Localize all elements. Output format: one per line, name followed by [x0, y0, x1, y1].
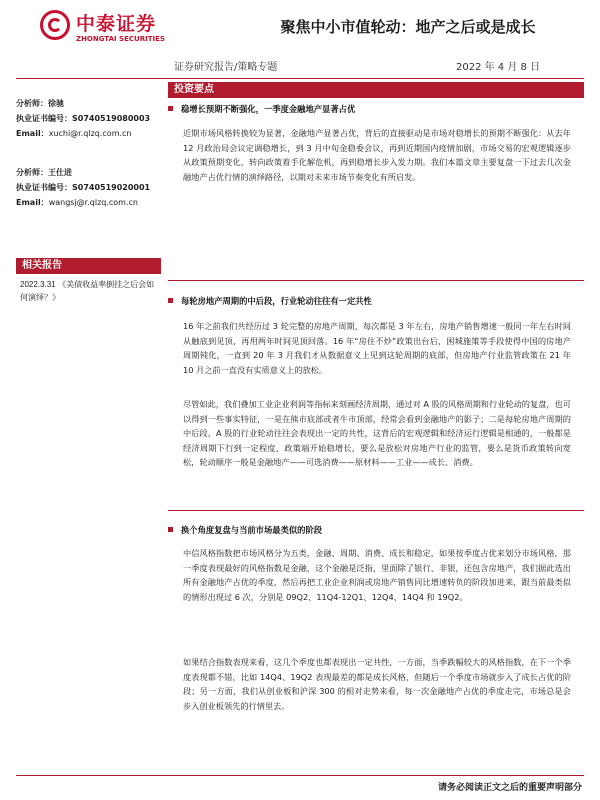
- related-report-date: 2022.3.31: [20, 280, 56, 289]
- section-heading: 稳增长预期不断强化，一季度金融地产显著占优: [168, 103, 584, 115]
- analyst-card: [16, 165, 166, 210]
- analyst-cert-label: 执业证书编号：: [16, 114, 72, 123]
- report-title: 聚焦中小市值轮动：地产之后或是成长: [280, 18, 536, 36]
- analyst-cert: S0740519080003: [72, 114, 151, 123]
- analyst-email[interactable]: wangsj@r.qlzq.com.cn: [48, 198, 138, 207]
- section-paragraph: 近期市场风格转换较为显著，金融地产显著占优，背后的直接驱动是市场对稳增长的预期不断强化：从去年 12 月政治局会议定调稳增长，到 3 月中旬金稳委会议，再到近期国内疫情加剧，市场交易的宏观逻辑逐步从政策预期变化，转向政策着手化解危机，再到稳增长步入发力期。我们本篇文章主要复盘一下过去几次金融地产占优行情的演绎路径，以期对未来市场节奏变化有所启发。: [183, 128, 571, 182]
- analyst-cert: S0740519020001: [72, 183, 151, 192]
- section-divider: [168, 280, 584, 281]
- analyst-name: 徐驰: [48, 99, 64, 108]
- logo-english-name: ZHONGTAI SECURITIES: [76, 35, 165, 43]
- analyst-name-line: [16, 165, 166, 180]
- analyst-panel: [16, 96, 166, 210]
- analyst-email[interactable]: xuchi@r.qlzq.com.cn: [48, 129, 132, 138]
- related-reports-header: 相关报告: [16, 258, 161, 274]
- disclaimer-notice: 请务必阅读正文之后的重要声明部分: [437, 783, 582, 793]
- analyst-name-line: [16, 96, 166, 111]
- section-heading: 每轮房地产周期的中后段，行业轮动往往有一定共性: [168, 295, 584, 307]
- analyst-email-line: [16, 126, 166, 141]
- footer-divider: [16, 775, 584, 776]
- analyst-name: 王仕进: [48, 168, 72, 177]
- related-reports-list: [20, 278, 162, 304]
- analyst-name-label: 分析师：: [16, 168, 48, 177]
- section-paragraph: 16 年之前我们共经历过 3 轮完整的房地产周期，每次都是 3 年左右，房地产销售增速一般同一年左右时间从触底到见顶，再用两年时间见顶回落。16 年“房住不炒”政策出台后，困城施策等手段使得中国的房地产周期钝化，一直到 20 年 3 月我们才从数据意义上见到这轮周期的底部，但房地产行业监管政策在 21 年 10 月之前一直没有实质意义上的放松。: [183, 321, 571, 375]
- analyst-card: [16, 96, 166, 141]
- related-report-item[interactable]: [20, 278, 162, 304]
- section-heading: 换个角度复盘与当前市场最类似的阶段: [168, 524, 584, 536]
- section-paragraph: 如果结合指数表现来看，这几个季度也都表现出一定共性，一方面，当季跌幅较大的风格指数，在下一个季度表现都不错，比如 14Q4、19Q2 表现最差的都是成长风格，但随后一个季度市场就步入了成长占优的阶段；另一方面，我们从创业板和沪深 300 的相对走势来看，每一次金融地产占优的季度走完，市场总是会步入创业板领先的行情里去。: [183, 657, 571, 711]
- analyst-cert-label: 执业证书编号：: [16, 183, 72, 192]
- section-divider: [168, 510, 584, 511]
- bullet-square-icon: [168, 106, 173, 111]
- analyst-cert-line: [16, 180, 166, 195]
- bullet-square-icon: [168, 298, 173, 303]
- report-type: 证券研究报告/策略专题: [174, 62, 278, 73]
- header-divider: [16, 78, 584, 79]
- logo-chinese-name: 中泰证券: [76, 13, 157, 35]
- analyst-email-line: [16, 195, 166, 210]
- analyst-email-label: Email：: [16, 198, 49, 207]
- section-paragraph: 尽管如此，我们叠加工业企业利润等指标来刻画经济周期，通过对 A 股的风格周期和行业轮动的复盘，也可以得到一些事实特征，一是在熊市底部或者牛市顶部，经常会看到金融地产的影子；二是每轮房地产周期的中后段，A 股的行业轮动往往会表现出一定的共性，这背后的宏观逻辑和经济运行逻辑是相通的，一般都是经济周期下行到一定程度，政策端开始稳增长，要么是放松对房地产行业的监管，要么是货币政策转向宽松，轮动顺序一般是金融地产——可选消费——原材料——工业——成长、消费。: [183, 399, 571, 467]
- section-paragraph: 中信风格指数把市场风格分为五类，金融、周期、消费、成长和稳定，如果按季度占优来划分市场风格，那一季度表现最好的风格指数是金融，这个金融是泛指，里面除了银行、非银，还包含房地产，我们据此选出所有金融地产占优的季度，然后再把工业企业利润或房地产销售同比增速转负的阶段加进来，跟当前最类似的情形出现过 6 次，分别是 09Q2、11Q4-12Q1、12Q4、14Q4 和 19Q2。: [183, 548, 571, 602]
- related-report-title: 《美债收益率倒挂之后会如何演绎？》: [20, 280, 155, 302]
- logo-mark-icon: [40, 10, 70, 40]
- analyst-cert-line: [16, 111, 166, 126]
- company-logo: [40, 8, 180, 50]
- key-points-header: 投资要点: [168, 82, 584, 98]
- bullet-square-icon: [168, 527, 173, 532]
- report-date: 2022 年 4 月 8 日: [456, 62, 541, 73]
- analyst-email-label: Email：: [16, 129, 49, 138]
- analyst-name-label: 分析师：: [16, 99, 48, 108]
